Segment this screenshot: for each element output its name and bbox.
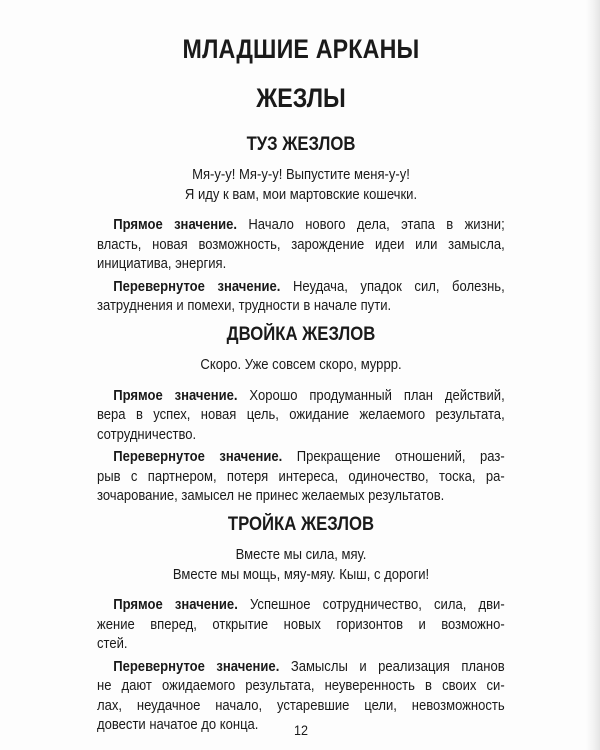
upright-label: Прямое значение.	[113, 597, 238, 613]
card-title: ДВОЙКА ЖЕЗЛОВ	[226, 324, 376, 345]
meaning-text: Прекращение отношений, раз-	[282, 449, 505, 465]
poem-line: Вместе мы мощь, мяу-мяу. Кыш, с дороги!	[172, 566, 430, 583]
meaning-line: жение вперед, открытие новых горизонтов и возможно-	[97, 616, 505, 633]
meaning-line	[97, 658, 505, 678]
meaning-line: лах, неудачное начало, устаревшие цели, невозможность	[97, 697, 505, 714]
meaning-text: Успешное сотрудничество, сила, дви-	[237, 597, 505, 613]
suit-heading: ЖЕЗЛЫ	[256, 83, 346, 113]
poem-line: Вместе мы сила, мяу.	[235, 547, 367, 563]
card-title: ТРОЙКА ЖЕЗЛОВ	[227, 514, 375, 535]
meaning-line: рыв с партнером, потеря интереса, одиночество, тоска, ра-	[97, 468, 505, 485]
meaning-line: довести начатое до конца.	[97, 717, 259, 733]
meaning-line	[97, 596, 505, 616]
meaning-text: Неудача, упадок сил, болезнь,	[280, 278, 505, 295]
meaning-line: зочарование, замысел не принес желаемых результатов.	[97, 488, 445, 504]
meaning-line: стей.	[97, 636, 128, 652]
reversed-label: Перевернутое значение.	[113, 449, 283, 465]
meaning-text: Хорошо продуманный план действий,	[237, 387, 505, 404]
reversed-meaning	[97, 278, 505, 317]
meaning-line: инициатива, энергия.	[97, 256, 227, 272]
poem-line: Скоро. Уже совсем скоро, муррр.	[200, 357, 402, 373]
meaning-line: затруднения и помехи, трудности в начале пути.	[97, 298, 392, 314]
reversed-label: Перевернутое значение.	[113, 278, 281, 295]
meaning-line	[97, 216, 505, 236]
meaning-line: власть, новая возможность, зарождение идеи или замысла,	[97, 236, 505, 253]
section-heading: МЛАДШИЕ АРКАНЫ	[182, 34, 420, 64]
meaning-line: не дают ожидаемого результата, неуверенность в своих си-	[97, 678, 505, 694]
upright-label: Прямое значение.	[113, 387, 238, 404]
upright-meaning	[97, 216, 505, 275]
meaning-line	[97, 278, 505, 298]
meaning-text: Замыслы и реализация планов	[279, 658, 505, 675]
card-three-of-wands	[97, 514, 505, 736]
meaning-line: сотрудничество.	[97, 426, 197, 443]
poem-line: Я иду к вам, мои мартовские кошечки.	[184, 186, 418, 203]
page-number: 12	[293, 722, 309, 738]
card-ace-of-wands	[97, 134, 505, 317]
card-title: ТУЗ ЖЕЗЛОВ	[246, 134, 356, 155]
upright-label: Прямое значение.	[113, 217, 238, 233]
meaning-text: Начало нового дела, этапа в жизни;	[237, 217, 505, 233]
meaning-line	[97, 448, 505, 468]
page-edge-shadow	[586, 0, 600, 750]
meaning-line	[97, 387, 505, 407]
upright-meaning	[97, 596, 505, 655]
card-two-of-wands	[97, 324, 505, 507]
upright-meaning	[97, 387, 505, 446]
meaning-line: вера в успех, новая цель, ожидание желаемого результата,	[97, 407, 505, 423]
reversed-label: Перевернутое значение.	[113, 658, 280, 675]
poem-line: Мя-у-у! Мя-у-у! Выпустите меня-у-у!	[192, 167, 410, 183]
card-poem	[117, 356, 484, 376]
card-poem	[117, 166, 484, 205]
card-poem	[117, 546, 484, 585]
reversed-meaning	[97, 448, 505, 507]
